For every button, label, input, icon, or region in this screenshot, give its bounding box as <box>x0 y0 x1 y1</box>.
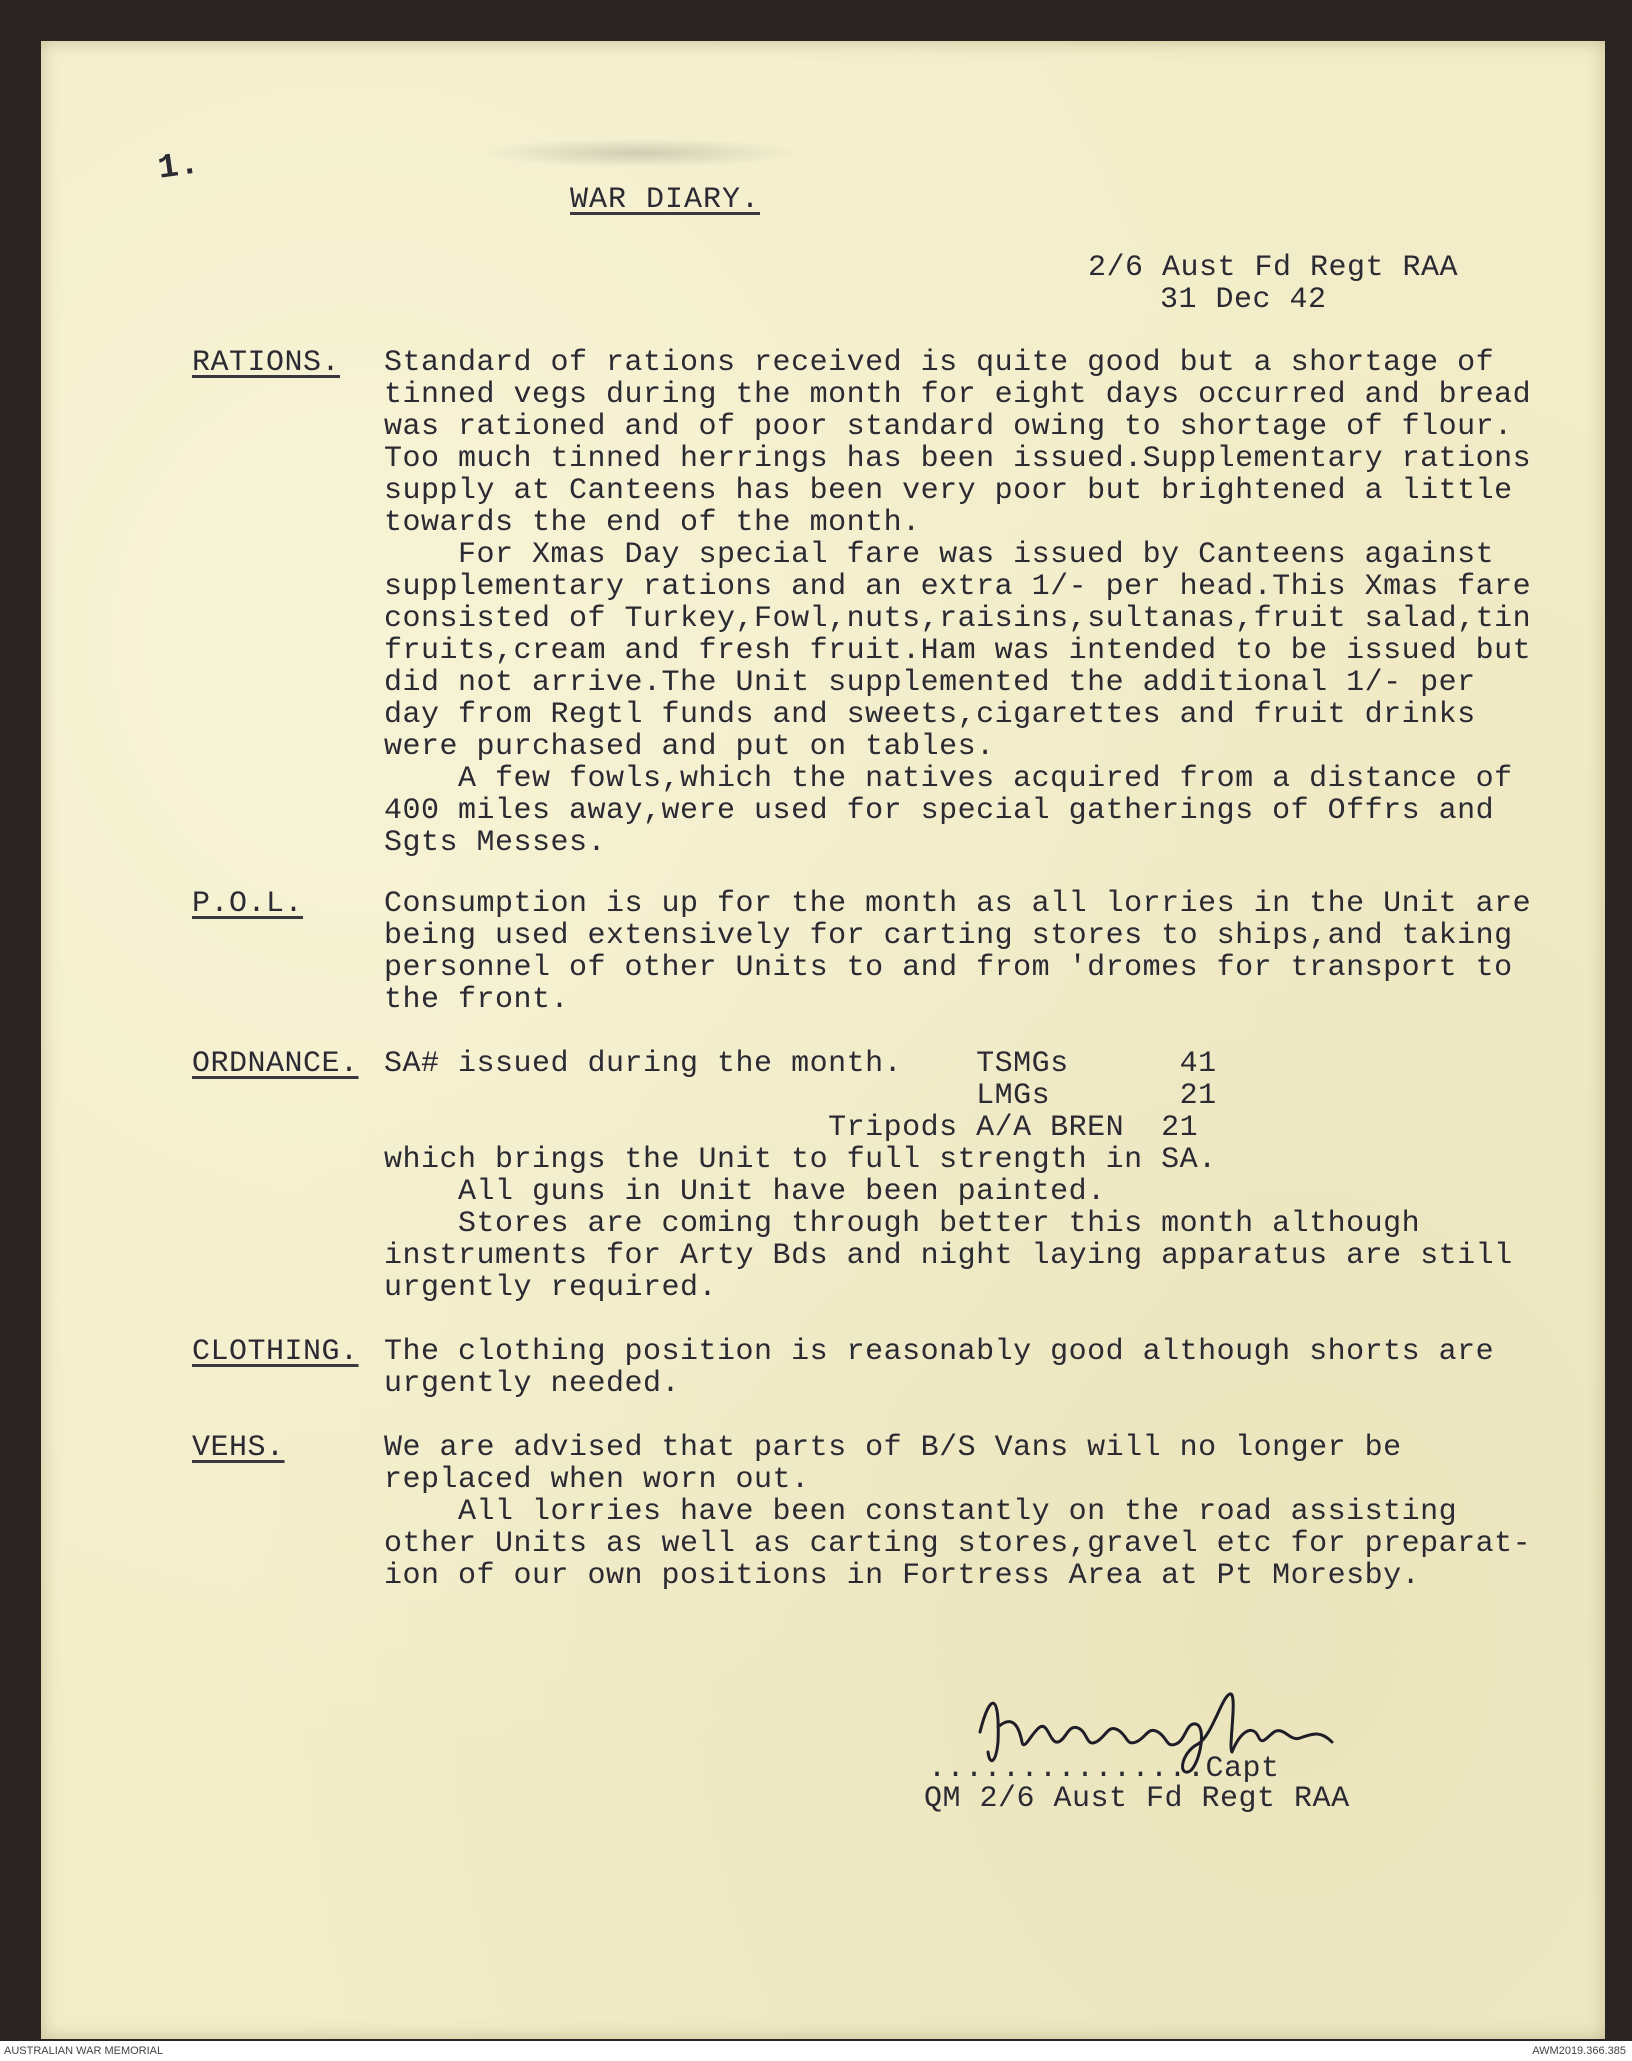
body-line: The clothing position is reasonably good although shorts are <box>384 1335 1495 1369</box>
body-line: All guns in Unit have been painted. <box>384 1175 1106 1209</box>
document-title: WAR DIARY. <box>570 183 761 217</box>
body-line: consisted of Turkey,Fowl,nuts,raisins,sultanas,fruit salad,tin <box>384 602 1532 636</box>
section-heading-ordnance: ORDNANCE. <box>192 1047 359 1081</box>
body-line: which brings the Unit to full strength in SA. <box>384 1143 1217 1177</box>
page-number: 1. <box>155 145 203 189</box>
body-line: were purchased and put on tables. <box>384 730 995 764</box>
body-line: replaced when worn out. <box>384 1463 810 1497</box>
footer-reference: AWM2019.366.385 <box>1532 2045 1626 2057</box>
section-heading-clothing: CLOTHING. <box>192 1335 359 1369</box>
diary-date: 31 Dec 42 <box>1160 283 1327 317</box>
body-line: tinned vegs during the month for eight days occurred and bread <box>384 378 1532 412</box>
body-line: supply at Canteens has been very poor but brightened a little <box>384 474 1513 508</box>
signatory-title: QM 2/6 Aust Fd Regt RAA <box>924 1782 1350 1816</box>
body-line: towards the end of the month. <box>384 506 921 540</box>
unit-name: 2/6 Aust Fd Regt RAA <box>1088 251 1459 285</box>
body-line: personnel of other Units to and from 'dromes for transport to <box>384 951 1513 985</box>
archive-footer <box>0 2041 1632 2061</box>
body-line: urgently required. <box>384 1271 718 1305</box>
body-line: Sgts Messes. <box>384 826 607 860</box>
body-line: being used extensively for carting stores to ships,and taking <box>384 919 1513 953</box>
body-line: We are advised that parts of B/S Vans will no longer be <box>384 1431 1402 1465</box>
body-line: A few fowls,which the natives acquired from a distance of <box>384 762 1513 796</box>
body-line: fruits,cream and fresh fruit.Ham was intended to be issued but <box>384 634 1532 668</box>
body-line: 400 miles away,were used for special gatherings of Offrs and <box>384 794 1495 828</box>
section-heading-vehs: VEHS. <box>192 1431 285 1465</box>
footer-institution: AUSTRALIAN WAR MEMORIAL <box>4 2045 164 2057</box>
body-line: supplementary rations and an extra 1/- per head.This Xmas fare <box>384 570 1532 604</box>
body-line: Too much tinned herrings has been issued.Supplementary rations <box>384 442 1532 476</box>
body-line: instruments for Arty Bds and night laying apparatus are still <box>384 1239 1513 1273</box>
signature-line: ...............Capt <box>928 1752 1280 1786</box>
body-line: urgently needed. <box>384 1367 681 1401</box>
body-line: day from Regtl funds and sweets,cigarettes and fruit drinks <box>384 698 1476 732</box>
body-line: Consumption is up for the month as all lorries in the Unit are <box>384 887 1532 921</box>
body-line: Standard of rations received is quite good but a shortage of <box>384 346 1495 380</box>
body-line: did not arrive.The Unit supplemented the additional 1/- per <box>384 666 1476 700</box>
section-heading-pol: P.O.L. <box>192 887 304 921</box>
section-heading-rations: RATIONS. <box>192 346 341 380</box>
body-line: Stores are coming through better this month although <box>384 1207 1421 1241</box>
body-line: For Xmas Day special fare was issued by Canteens against <box>384 538 1495 572</box>
body-line: the front. <box>384 983 570 1017</box>
body-line: ion of our own positions in Fortress Area at Pt Moresby. <box>384 1559 1421 1593</box>
body-line: SA# issued during the month. TSMGs 41 <box>384 1047 1217 1081</box>
body-line: Tripods A/A BREN 21 <box>384 1111 1199 1145</box>
body-line: other Units as well as carting stores,gravel etc for preparat- <box>384 1527 1532 1561</box>
body-line: LMGs 21 <box>384 1079 1217 1113</box>
body-line: was rationed and of poor standard owing to shortage of flour. <box>384 410 1513 444</box>
body-line: All lorries have been constantly on the road assisting <box>384 1495 1458 1529</box>
